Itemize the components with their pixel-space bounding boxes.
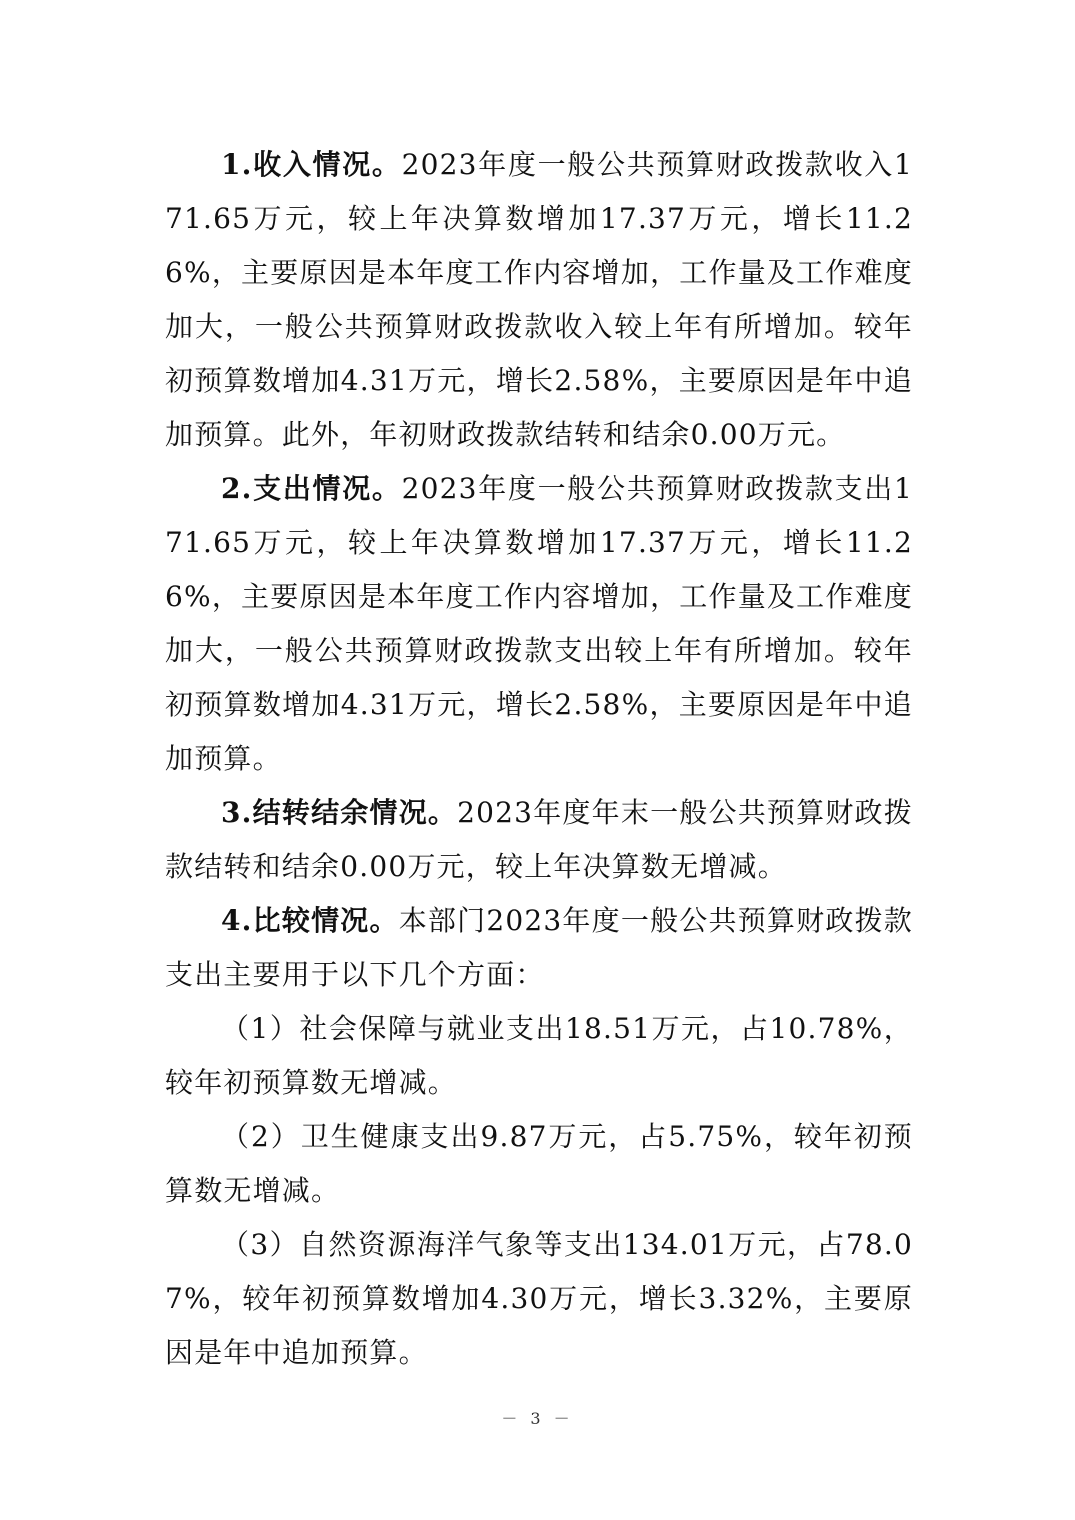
comparison-heading: 4.比较情况。	[221, 904, 399, 937]
comparison-text: 本部门2023年度一般公共预算财政拨款支出主要用于以下几个方面：	[165, 904, 913, 991]
expenditure-text: 2023年度一般公共预算财政拨款支出171.65万元，较上年决算数增加17.37万元，增长11.26%，主要原因是本年度工作内容增加，工作量及工作难度加大，一般公共预算财政拨款支出较上年有所增加。较年初预算数增加4.31万元，增长2.58%，主要原因是年中追加预算。	[165, 472, 914, 775]
page-number: － 3 －	[501, 1409, 574, 1428]
carryover-paragraph	[165, 786, 913, 894]
income-text: 2023年度一般公共预算财政拨款收入171.65万元，较上年决算数增加17.37万元，增长11.26%，主要原因是本年度工作内容增加，工作量及工作难度加大，一般公共预算财政拨款收入较上年有所增加。较年初预算数增加4.31万元，增长2.58%，主要原因是年中追加预算。此外，年初财政拨款结转和结余0.00万元。	[165, 148, 914, 451]
expenditure-paragraph	[165, 462, 913, 786]
income-paragraph	[165, 138, 913, 462]
expenditure-heading: 2.支出情况。	[221, 472, 402, 505]
list-item: （2）卫生健康支出9.87万元，占5.75%，较年初预算数无增减。	[165, 1120, 913, 1207]
list-item: （3）自然资源海洋气象等支出134.01万元，占78.07%，较年初预算数增加4.30万元，增长3.32%，主要原因是年中追加预算。	[165, 1228, 913, 1369]
income-heading: 1.收入情况。	[221, 148, 402, 181]
list-item: （1）社会保障与就业支出18.51万元，占10.78%，较年初预算数无增减。	[165, 1012, 913, 1099]
carryover-heading: 3.结转结余情况。	[221, 796, 458, 829]
document-body	[165, 138, 913, 1380]
carryover-text: 2023年度年末一般公共预算财政拨款结转和结余0.00万元，较上年决算数无增减。	[165, 796, 913, 883]
comparison-paragraph	[165, 894, 913, 1002]
